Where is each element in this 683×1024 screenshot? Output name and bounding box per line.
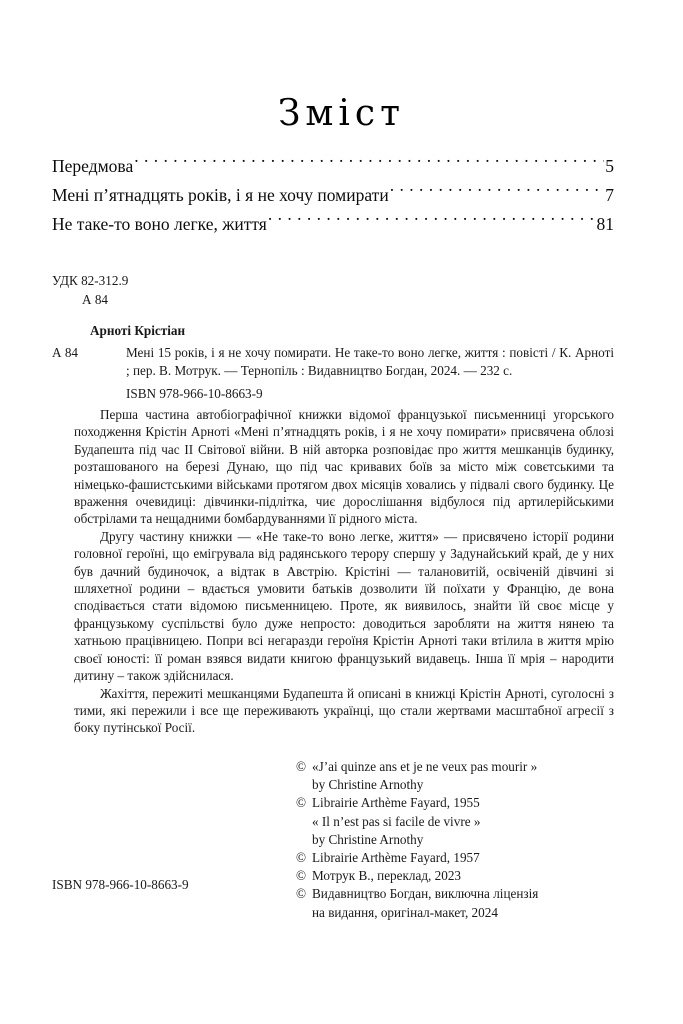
udk-code: УДК 82-312.9 [52,273,129,288]
bibliographic-description-text: Мені 15 років, і я не хочу помирати. Не таке-то воно легке, життя : повісті / К. Арноті ; пер. В. Мотрук. — Тернопіль : Видавництво Богдан, 2024. — 232 с. [126,344,614,378]
toc-entry-page: 81 [596,214,614,234]
annotation-block [74,406,614,737]
copyright-line [296,776,616,794]
copyright-line [296,904,616,922]
copyright-line-text: by Christine Arnothy [312,777,424,793]
copyright-line [296,794,616,812]
toc-entry-page: 5 [605,156,614,176]
toc-entry-label: Мені п’ятнадцять років, і я не хочу помирати [52,185,389,205]
toc-entry[interactable] [52,181,614,210]
copyright-line-text: Видавництво Богдан, виключна ліцензія [312,886,539,902]
copyright-line [296,885,616,903]
copyright-line-text: «J’ai quinze ans et je ne veux pas mourir » [312,759,538,774]
page-title: Зміст [277,93,406,134]
table-of-contents [52,152,614,239]
copyright-line [296,867,616,885]
footer-isbn: ISBN 978-966-10-8663-9 [52,877,189,892]
copyright-icon: © [296,795,307,811]
bibliographic-description [52,344,614,381]
copyright-icon: © [296,886,307,902]
toc-entry[interactable] [52,152,614,181]
copyright-line-text: Мотрук В., переклад, 2023 [312,868,462,884]
cip-block [52,272,614,403]
toc-dot-leader [268,213,596,231]
toc-dot-leader [390,184,605,202]
toc-entry-label: Не таке-то воно легке, життя [52,214,267,234]
copyright-block [296,758,616,922]
copyright-icon: © [296,850,307,866]
annotation-paragraph: Жахіття, пережиті мешканцями Будапешта й описані в книжці Крістін Арноті, суголосні з тими, які пережили і все ще переживають українці, що стали жертвами масштабної агресії з боку путінської Росії. [74,685,614,736]
cip-sigla: А 84 [52,344,79,360]
copyright-line-text: « Il n’est pas si facile de vivre » [312,813,481,829]
author-sign-code: А 84 [82,291,109,307]
author-name: Арноті Крістіан [90,323,186,338]
annotation-paragraph: Перша частина автобіографічної книжки відомої французької письменниці угорського походження Крістін Арноті «Мені п’ятнадцять років, і я не хочу помирати» присвячена облозі Будапешта під час ІІ Світової війни. В ній авторка розповідає про життя мешканців будинку, розташованого на березі Дунаю, що під час кривавих боїв за місто між совєтськими та німецько-фашистськими військами протягом двох місяців ховались у підвалі свого будинку. Це враження очевидиці: дівчинки-підлітка, чиє дорослішання відбулося під артилерійськими обстрілами та нещадними бомбардуваннями її рідного міста. [74,407,614,527]
copyright-line [296,758,616,776]
annotation-paragraph: Другу частину книжки — «Не таке-то воно легке, життя» — присвячено історії родини головної героїні, що емігрувала від радянського терору спершу у Задунайський край, де у них був дачний будиночок, а відтак в Австрію. Крістіні — талановитій, освіченій дівчині зі шляхетної родини – вдається умовити батьків дозволити їй поїхати у Францію, де вона сподівається стати відомою письменницею. Проте, як виявилось, знайти їй своє місце у французькому суспільстві було дуже непросто: доводиться заробляти на життя нянею та хатньою працівницею. Попри всі негаразди героїня Крістін Арноті таки втілила в життя мрію своєї юності: її роман взявся видати книгою французький видавець. Інша її мрія – народити дитину – також здійснилася. [74,528,614,684]
copyright-icon: © [296,868,307,884]
toc-entry-label: Передмова [52,156,134,176]
copyright-line [296,831,616,849]
toc-dot-leader [134,155,604,173]
copyright-line-text: на видання, оригінал-макет, 2024 [312,904,498,920]
copyright-icon: © [296,759,307,774]
copyright-line [296,849,616,867]
toc-entry[interactable] [52,210,614,239]
copyright-line-text: Librairie Arthème Fayard, 1955 [312,795,480,811]
copyright-line [296,813,616,831]
toc-entry-page: 7 [605,185,614,205]
copyright-line-text: by Christine Arnothy [312,831,424,847]
cip-isbn: ISBN 978-966-10-8663-9 [126,385,263,401]
copyright-line-text: Librairie Arthème Fayard, 1957 [312,850,480,866]
